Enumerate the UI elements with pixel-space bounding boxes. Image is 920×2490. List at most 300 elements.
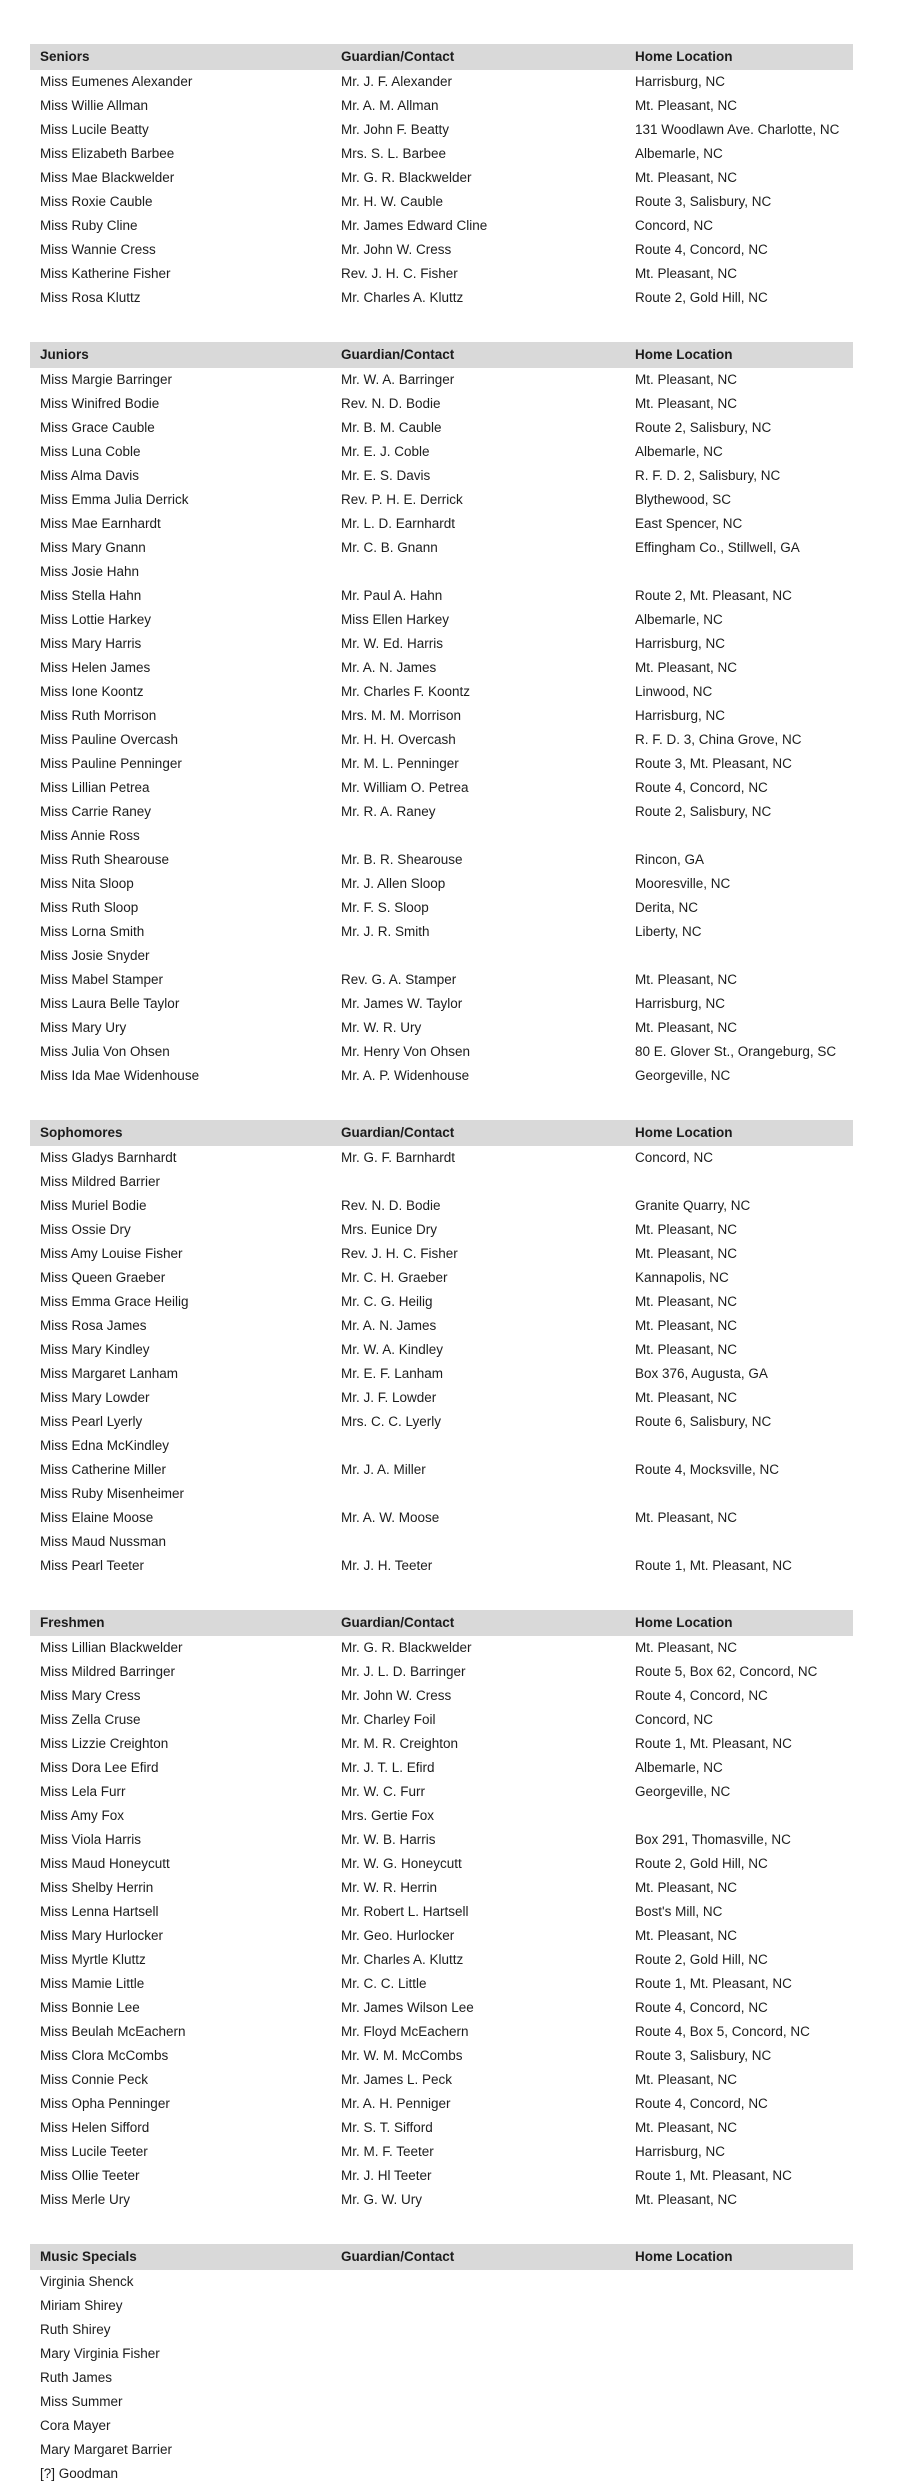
roster-row [40,1482,880,1506]
roster-row [40,1636,880,1660]
roster-row [40,800,880,824]
home-location-header: Home Location [635,49,733,64]
home-location [635,1530,880,1554]
roster-row [40,2020,880,2044]
section-title: Music Specials [40,2249,137,2264]
home-location: Albemarle, NC [635,444,723,459]
roster-row [40,1314,880,1338]
roster-row [40,944,880,968]
roster-row [40,608,880,632]
student-name: Miss Margie Barringer [40,372,173,387]
student-name: Miss Ruth Morrison [40,708,157,723]
roster-row [40,1290,880,1314]
student-name: Miss Julia Von Ohsen [40,1044,170,1059]
home-location: R. F. D. 3, China Grove, NC [635,732,802,747]
roster-row [40,94,880,118]
home-location: Linwood, NC [635,684,713,699]
home-location [635,2342,880,2366]
roster-row [40,1064,880,1088]
home-location: Route 4, Box 5, Concord, NC [635,2024,810,2039]
home-location-header: Home Location [635,1125,733,1140]
guardian-name: Mr. W. R. Ury [341,1020,422,1035]
student-name: Miss Maud Nussman [40,1534,167,1549]
student-name: Miss Catherine Miller [40,1462,167,1477]
guardian-contact-header: Guardian/Contact [341,49,455,64]
student-name: Miss Mary Kindley [40,1342,150,1357]
roster-row [40,1708,880,1732]
home-location: Route 4, Concord, NC [635,2000,768,2015]
student-name: Miss Luna Coble [40,444,141,459]
guardian-name: Mrs. C. C. Lyerly [341,1414,442,1429]
student-name: Miss Lillian Blackwelder [40,1640,183,1655]
roster-row [40,2164,880,2188]
guardian-name: Mr. Robert L. Hartsell [341,1904,469,1919]
student-name: Miss Pearl Lyerly [40,1414,143,1429]
home-location [635,944,880,968]
guardian-name [341,944,635,968]
home-location: Route 1, Mt. Pleasant, NC [635,1558,792,1573]
home-location [635,2270,880,2294]
student-name: Miss Winifred Bodie [40,396,160,411]
roster-row [40,2068,880,2092]
home-location-header: Home Location [635,1615,733,1630]
guardian-name: Mr. John W. Cress [341,1688,452,1703]
roster-row [40,1660,880,1684]
home-location-header: Home Location [635,2249,733,2264]
home-location: Mt. Pleasant, NC [635,2192,738,2207]
home-location: Route 2, Gold Hill, NC [635,290,768,305]
roster-row [40,1554,880,1578]
home-location: Mt. Pleasant, NC [635,266,738,281]
roster-row [40,1386,880,1410]
roster-row [40,2188,880,2212]
student-name: Miss Lucile Beatty [40,122,149,137]
guardian-name: Mr. A. W. Moose [341,1510,440,1525]
guardian-contact-header: Guardian/Contact [341,2249,455,2264]
student-name: Miss Willie Allman [40,98,149,113]
roster-row [40,70,880,94]
home-location [635,2414,880,2438]
home-location: Route 3, Salisbury, NC [635,194,772,209]
home-location: Route 4, Concord, NC [635,2096,768,2111]
roster-section [0,1120,920,1578]
section-rows [0,70,920,310]
student-name: Miss Mary Ury [40,1020,127,1035]
home-location: Liberty, NC [635,924,702,939]
roster-section [0,44,920,310]
guardian-name: Mr. J. H. Teeter [341,1558,433,1573]
roster-row [40,872,880,896]
home-location: Route 6, Salisbury, NC [635,1414,772,1429]
guardian-contact-header: Guardian/Contact [341,1125,455,1140]
home-location: Mt. Pleasant, NC [635,1390,738,1405]
guardian-name: Mr. W. B. Harris [341,1832,436,1847]
student-name: Miss Mildred Barrier [40,1174,161,1189]
roster-row [40,2438,880,2462]
guardian-name: Mr. J. R. Smith [341,924,430,939]
guardian-name: Rev. J. H. C. Fisher [341,1246,458,1261]
student-name: Miss Ione Koontz [40,684,144,699]
home-location: Mt. Pleasant, NC [635,2072,738,2087]
student-name: Miss Emma Julia Derrick [40,492,189,507]
home-location: Rincon, GA [635,852,705,867]
guardian-name [341,1530,635,1554]
student-name: Miss Lottie Harkey [40,612,152,627]
student-name: Miss Connie Peck [40,2072,149,2087]
home-location: R. F. D. 2, Salisbury, NC [635,468,781,483]
student-name: Cora Mayer [40,2418,111,2433]
guardian-name: Mr. J. T. L. Efird [341,1760,435,1775]
home-location: Route 4, Mocksville, NC [635,1462,780,1477]
student-name: Miss Bonnie Lee [40,2000,140,2015]
roster-row [40,1732,880,1756]
guardian-name [341,1170,635,1194]
student-name: Miss Mabel Stamper [40,972,164,987]
student-name: Miss Mae Earnhardt [40,516,161,531]
home-location: Albemarle, NC [635,612,723,627]
student-name: Miss Summer [40,2394,123,2409]
student-name: Miss Merle Ury [40,2192,130,2207]
section-title: Freshmen [40,1615,105,1630]
roster-row [40,656,880,680]
roster-row [40,896,880,920]
student-name: Miss Lizzie Creighton [40,1736,169,1751]
student-name: Miss Mary Cress [40,1688,141,1703]
home-location: Harrisburg, NC [635,2144,726,2159]
home-location [635,2438,880,2462]
guardian-name: Mr. Paul A. Hahn [341,588,443,603]
home-location: East Spencer, NC [635,516,743,531]
roster-row [40,1410,880,1434]
home-location: Route 2, Salisbury, NC [635,804,772,819]
guardian-name: Mrs. S. L. Barbee [341,146,447,161]
home-location: Route 5, Box 62, Concord, NC [635,1664,818,1679]
roster-row [40,968,880,992]
student-name: Miss Clora McCombs [40,2048,169,2063]
student-name: Miss Ollie Teeter [40,2168,140,2183]
roster-row [40,1876,880,1900]
roster-section [0,342,920,1088]
guardian-name: Mr. M. R. Creighton [341,1736,459,1751]
roster-row [40,1170,880,1194]
section-title: Seniors [40,49,90,64]
guardian-name: Mr. J. Allen Sloop [341,876,446,891]
guardian-name [341,2366,635,2390]
guardian-name: Mr. J. L. D. Barringer [341,1664,466,1679]
student-name: Miss Lillian Petrea [40,780,150,795]
guardian-name: Mr. G. F. Barnhardt [341,1150,456,1165]
guardian-name: Mr. John W. Cress [341,242,452,257]
home-location: Mt. Pleasant, NC [635,396,738,411]
home-location: Mt. Pleasant, NC [635,170,738,185]
roster-row [40,2390,880,2414]
guardian-name: Mr. A. N. James [341,660,437,675]
roster-row [40,560,880,584]
student-name: Miss Edna McKindley [40,1438,170,1453]
guardian-name: Mr. J. Hl Teeter [341,2168,432,2183]
student-name: Miss Grace Cauble [40,420,155,435]
student-name: Miss Ruby Misenheimer [40,1486,185,1501]
guardian-name: Mr. W. M. McCombs [341,2048,463,2063]
student-name: Miss Helen James [40,660,151,675]
student-name: Miss Ruth Shearouse [40,852,170,867]
guardian-name: Mr. R. A. Raney [341,804,436,819]
section-rows [0,368,920,1088]
home-location: Route 4, Concord, NC [635,1688,768,1703]
guardian-name: Mr. E. F. Lanham [341,1366,444,1381]
guardian-contact-header: Guardian/Contact [341,1615,455,1630]
section-title: Sophomores [40,1125,123,1140]
guardian-name: Mr. C. H. Graeber [341,1270,448,1285]
guardian-name [341,2342,635,2366]
roster-row [40,920,880,944]
section-rows [0,1146,920,1578]
roster-row [40,752,880,776]
guardian-name: Mr. A. H. Penniger [341,2096,451,2111]
guardian-name: Mr. G. R. Blackwelder [341,1640,472,1655]
roster-row [40,392,880,416]
home-location [635,2294,880,2318]
student-name: Miss Carrie Raney [40,804,152,819]
guardian-name: Mr. J. F. Alexander [341,74,453,89]
student-name: Miss Mary Harris [40,636,142,651]
roster-row [40,2462,880,2486]
home-location: Albemarle, NC [635,1760,723,1775]
home-location: Mt. Pleasant, NC [635,372,738,387]
student-name: Mary Margaret Barrier [40,2442,173,2457]
home-location: Blythewood, SC [635,492,732,507]
home-location: Kannapolis, NC [635,1270,729,1285]
guardian-name: Mr. H. W. Cauble [341,194,444,209]
home-location: Route 2, Mt. Pleasant, NC [635,588,792,603]
home-location: Mt. Pleasant, NC [635,972,738,987]
home-location: Derita, NC [635,900,699,915]
home-location: Concord, NC [635,1712,714,1727]
home-location [635,2366,880,2390]
student-name: Miss Emma Grace Heilig [40,1294,189,1309]
student-name: Miss Lorna Smith [40,924,145,939]
student-name: [?] Goodman [40,2466,119,2481]
roster-row [40,1242,880,1266]
student-name: Miss Rosa James [40,1318,147,1333]
home-location: Box 376, Augusta, GA [635,1366,768,1381]
guardian-name: Mr. A. M. Allman [341,98,439,113]
home-location: Mt. Pleasant, NC [635,1928,738,1943]
student-name: Miss Viola Harris [40,1832,142,1847]
student-name: Miss Maud Honeycutt [40,1856,170,1871]
roster-row [40,1972,880,1996]
student-name: Miss Mary Lowder [40,1390,150,1405]
guardian-name [341,824,635,848]
student-name: Miss Mamie Little [40,1976,145,1991]
section-header [30,1610,853,1636]
home-location [635,560,880,584]
student-name: Miss Ruth Sloop [40,900,139,915]
guardian-name: Mr. John F. Beatty [341,122,450,137]
guardian-name: Rev. N. D. Bodie [341,396,441,411]
home-location: Harrisburg, NC [635,636,726,651]
student-name: Miss Alma Davis [40,468,140,483]
guardian-name: Mr. M. F. Teeter [341,2144,434,2159]
guardian-name: Mr. James W. Taylor [341,996,463,1011]
roster-row [40,992,880,1016]
guardian-name [341,2462,635,2486]
home-location: Georgeville, NC [635,1068,731,1083]
student-name: Miss Mary Gnann [40,540,146,555]
roster-row [40,2092,880,2116]
student-name: Miss Elaine Moose [40,1510,154,1525]
roster-row [40,1506,880,1530]
guardian-name: Mr. W. C. Furr [341,1784,425,1799]
student-name: Miss Josie Hahn [40,564,140,579]
student-name: Miss Pauline Overcash [40,732,179,747]
roster-row [40,776,880,800]
home-location: Bost's Mill, NC [635,1904,723,1919]
roster-row [40,2342,880,2366]
guardian-name: Mr. J. F. Lowder [341,1390,437,1405]
student-name: Miss Queen Graeber [40,1270,166,1285]
guardian-name [341,2270,635,2294]
section-header [30,2244,853,2270]
guardian-name: Mr. C. G. Heilig [341,1294,433,1309]
home-location: Route 3, Mt. Pleasant, NC [635,756,792,771]
guardian-name: Mr. Geo. Hurlocker [341,1928,455,1943]
student-name: Miss Rosa Kluttz [40,290,141,305]
student-name: Miss Eumenes Alexander [40,74,193,89]
roster-row [40,368,880,392]
student-name: Miss Amy Louise Fisher [40,1246,183,1261]
student-name: Miss Wannie Cress [40,242,156,257]
guardian-name: Mr. Charles A. Kluttz [341,290,464,305]
student-name: Miss Josie Snyder [40,948,150,963]
roster-row [40,1804,880,1828]
guardian-name [341,2390,635,2414]
home-location: Mt. Pleasant, NC [635,1510,738,1525]
home-location: Mt. Pleasant, NC [635,1222,738,1237]
roster-row [40,1828,880,1852]
roster-row [40,1458,880,1482]
guardian-name: Mr. G. W. Ury [341,2192,422,2207]
student-name: Miss Katherine Fisher [40,266,171,281]
student-name: Miss Mary Hurlocker [40,1928,164,1943]
home-location: Harrisburg, NC [635,996,726,1011]
home-location: Harrisburg, NC [635,74,726,89]
section-rows [0,1636,920,2212]
home-location: Mt. Pleasant, NC [635,2120,738,2135]
guardian-name: Mr. J. A. Miller [341,1462,426,1477]
student-name: Ruth Shirey [40,2322,111,2337]
roster-row [40,1996,880,2020]
student-name: Miss Lela Furr [40,1784,126,1799]
student-name: Miss Annie Ross [40,828,140,843]
home-location: Route 4, Concord, NC [635,780,768,795]
guardian-name: Mr. A. P. Widenhouse [341,1068,470,1083]
home-location: Route 1, Mt. Pleasant, NC [635,1736,792,1751]
section-rows [0,2270,920,2486]
guardian-name [341,2438,635,2462]
guardian-name: Mr. William O. Petrea [341,780,469,795]
home-location: Albemarle, NC [635,146,723,161]
roster-row [40,440,880,464]
guardian-name: Mr. M. L. Penninger [341,756,459,771]
student-name: Miss Ruby Cline [40,218,138,233]
roster-row [40,2366,880,2390]
guardian-name: Mrs. M. M. Morrison [341,708,461,723]
guardian-name: Mr. W. R. Herrin [341,1880,438,1895]
student-name: Miss Mildred Barringer [40,1664,176,1679]
roster-row [40,2294,880,2318]
guardian-name: Rev. J. H. C. Fisher [341,266,458,281]
roster-row [40,1362,880,1386]
student-name: Miss Lenna Hartsell [40,1904,159,1919]
home-location: 131 Woodlawn Ave. Charlotte, NC [635,122,840,137]
home-location [635,1170,880,1194]
student-name: Miss Ossie Dry [40,1222,131,1237]
roster-row [40,214,880,238]
roster-row [40,1780,880,1804]
roster-section [0,1610,920,2212]
guardian-name: Miss Ellen Harkey [341,612,450,627]
home-location [635,1434,880,1458]
home-location: Mt. Pleasant, NC [635,1318,738,1333]
student-name: Miss Roxie Cauble [40,194,153,209]
guardian-name: Rev. G. A. Stamper [341,972,457,987]
home-location: Concord, NC [635,1150,714,1165]
home-location [635,2390,880,2414]
home-location: Mt. Pleasant, NC [635,1294,738,1309]
home-location: Mt. Pleasant, NC [635,1020,738,1035]
roster-row [40,632,880,656]
guardian-name: Mr. W. G. Honeycutt [341,1856,462,1871]
student-name: Miss Dora Lee Efird [40,1760,159,1775]
roster-row [40,464,880,488]
home-location: Harrisburg, NC [635,708,726,723]
section-header [30,44,853,70]
roster-row [40,512,880,536]
home-location: Route 2, Gold Hill, NC [635,1952,768,1967]
section-title: Juniors [40,347,89,362]
roster-row [40,680,880,704]
roster-row [40,2318,880,2342]
home-location: Route 2, Gold Hill, NC [635,1856,768,1871]
guardian-name: Mr. James Wilson Lee [341,2000,474,2015]
guardian-name [341,2294,635,2318]
guardian-name: Mr. B. R. Shearouse [341,852,463,867]
student-name: Miss Myrtle Kluttz [40,1952,146,1967]
home-location [635,2318,880,2342]
roster-row [40,728,880,752]
roster-row [40,2270,880,2294]
student-name: Miss Nita Sloop [40,876,134,891]
guardian-name: Mr. B. M. Cauble [341,420,442,435]
guardian-name: Mr. H. H. Overcash [341,732,456,747]
student-name: Miss Shelby Herrin [40,1880,154,1895]
student-name: Miss Mae Blackwelder [40,170,175,185]
student-name: Virginia Shenck [40,2274,134,2289]
guardian-name: Mr. F. S. Sloop [341,900,429,915]
roster-row [40,2116,880,2140]
home-location: Mt. Pleasant, NC [635,1880,738,1895]
roster-row [40,416,880,440]
roster-row [40,1016,880,1040]
guardian-name [341,2318,635,2342]
student-name: Miss Helen Sifford [40,2120,150,2135]
home-location: 80 E. Glover St., Orangeburg, SC [635,1044,837,1059]
home-location [635,2462,880,2486]
guardian-name: Mr. E. S. Davis [341,468,431,483]
roster-row [40,1530,880,1554]
guardian-name [341,1434,635,1458]
